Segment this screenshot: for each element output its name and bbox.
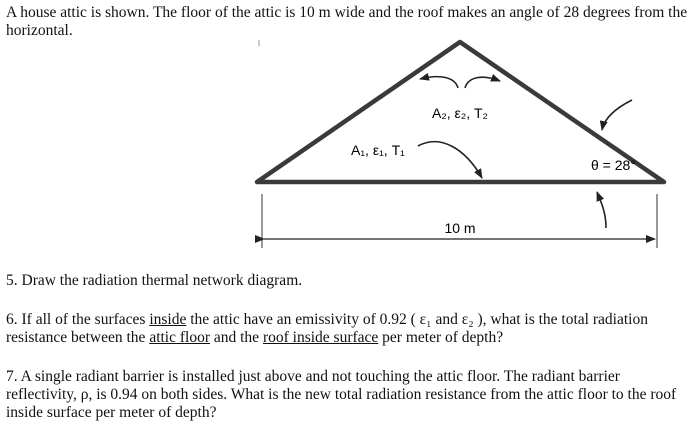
roof-arc-arrow-right (465, 77, 500, 88)
roof-angle-label: θ = 28° (591, 157, 636, 173)
floor-to-roof-arrow (418, 142, 482, 178)
angle-arrow-upper (602, 100, 632, 130)
q6-roof-inside-surface: roof inside surface (262, 329, 379, 346)
floor-surface-label: A₁, ε₁, T₁ (351, 142, 405, 158)
question-6 (6, 311, 694, 347)
q6-inside: inside (149, 311, 187, 328)
question-5: 5. Draw the radiation thermal network diagram. (6, 272, 303, 289)
roof-arc-arrow-left (420, 77, 458, 88)
q6-text-2: the attic have an emissivity of 0.92 ( ε₁ and ε₂ ), what is the total radiation resistance between the (6, 311, 648, 346)
problem-intro: A house attic is shown. The floor of the attic is 10 m wide and the roof makes an angle of 28 degrees from the horizontal. (6, 4, 688, 39)
q6-attic-floor: attic floor (149, 329, 210, 346)
roof-surface-label: A₂, ε₂, T₂ (432, 105, 488, 121)
width-label: 10 m (444, 220, 476, 236)
question-7: 7. A single radiant barrier is installed just above and not touching the attic floor. The radiant barrier reflectivity, ρ, is 0.94 on both sides. What is the new total radiation resistance from the attic floor to the roof inside surface per meter of depth? (6, 368, 677, 421)
q6-text-1: 6. If all of the surfaces (6, 311, 150, 328)
q6-text-4: per meter of depth? (378, 329, 504, 346)
q6-text-3: and the (210, 329, 263, 346)
angle-arrow-lower (597, 192, 606, 228)
